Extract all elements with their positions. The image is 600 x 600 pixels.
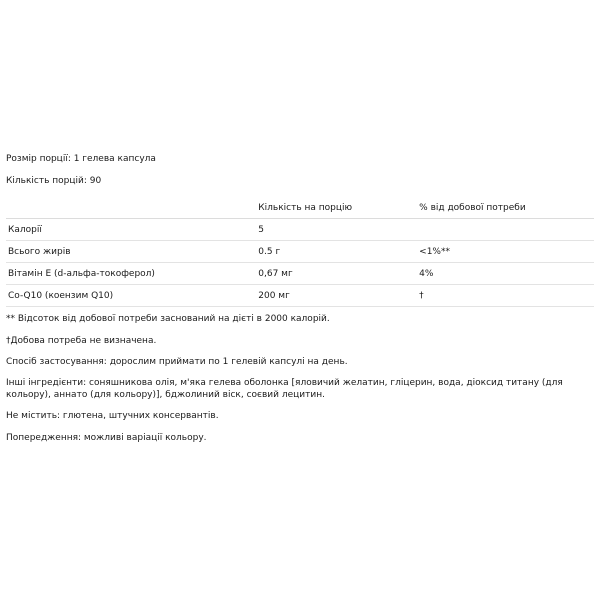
nutrient-daily-value: <1%** — [417, 241, 594, 263]
table-header-row — [6, 197, 594, 219]
nutrient-amount: 0,67 мг — [256, 263, 417, 285]
nutrient-daily-value — [417, 219, 594, 241]
serving-size: Розмір порції: 1 гелева капсула — [6, 154, 156, 164]
header-amount: Кількість на порцію — [256, 197, 417, 219]
nutrient-amount: 200 мг — [256, 285, 417, 307]
header-daily-value: % від добової потреби — [417, 197, 594, 219]
table-row — [6, 285, 594, 307]
nutrient-daily-value: † — [417, 285, 594, 307]
table-row — [6, 219, 594, 241]
usage-instructions: Спосіб застосування: дорослим приймати по 1 гелевій капсулі на день. — [6, 357, 348, 367]
nutrient-name: Вітамін Е (d-альфа-токоферол) — [6, 263, 256, 285]
servings-count: Кількість порцій: 90 — [6, 176, 102, 186]
nutrient-name: Всього жирів — [6, 241, 256, 263]
nutrient-daily-value: 4% — [417, 263, 594, 285]
table-row — [6, 263, 594, 285]
nutrient-amount: 5 — [256, 219, 417, 241]
nutrient-name: Калорії — [6, 219, 256, 241]
table-row — [6, 241, 594, 263]
nutrient-amount: 0.5 г — [256, 241, 417, 263]
does-not-contain: Не містить: глютена, штучних консервантів. — [6, 411, 219, 421]
footnote-daily-value: ** Відсоток від добової потреби заснований на дієті в 2000 калорій. — [6, 314, 330, 324]
footnote-dagger: †Добова потреба не визначена. — [6, 336, 157, 346]
nutrient-name: Co-Q10 (коензим Q10) — [6, 285, 256, 307]
other-ingredients: Інші інгредієнти: соняшникова олія, м'яка гелева оболонка [яловичий желатин, гліцерин, вода, діоксид титану (для кольору), аннато (для кольору)], бджолиний віск, соєвий лецитин. — [6, 378, 563, 400]
nutrition-table — [6, 197, 594, 307]
warning: Попередження: можливі варіації кольору. — [6, 433, 207, 443]
header-name — [6, 197, 256, 219]
